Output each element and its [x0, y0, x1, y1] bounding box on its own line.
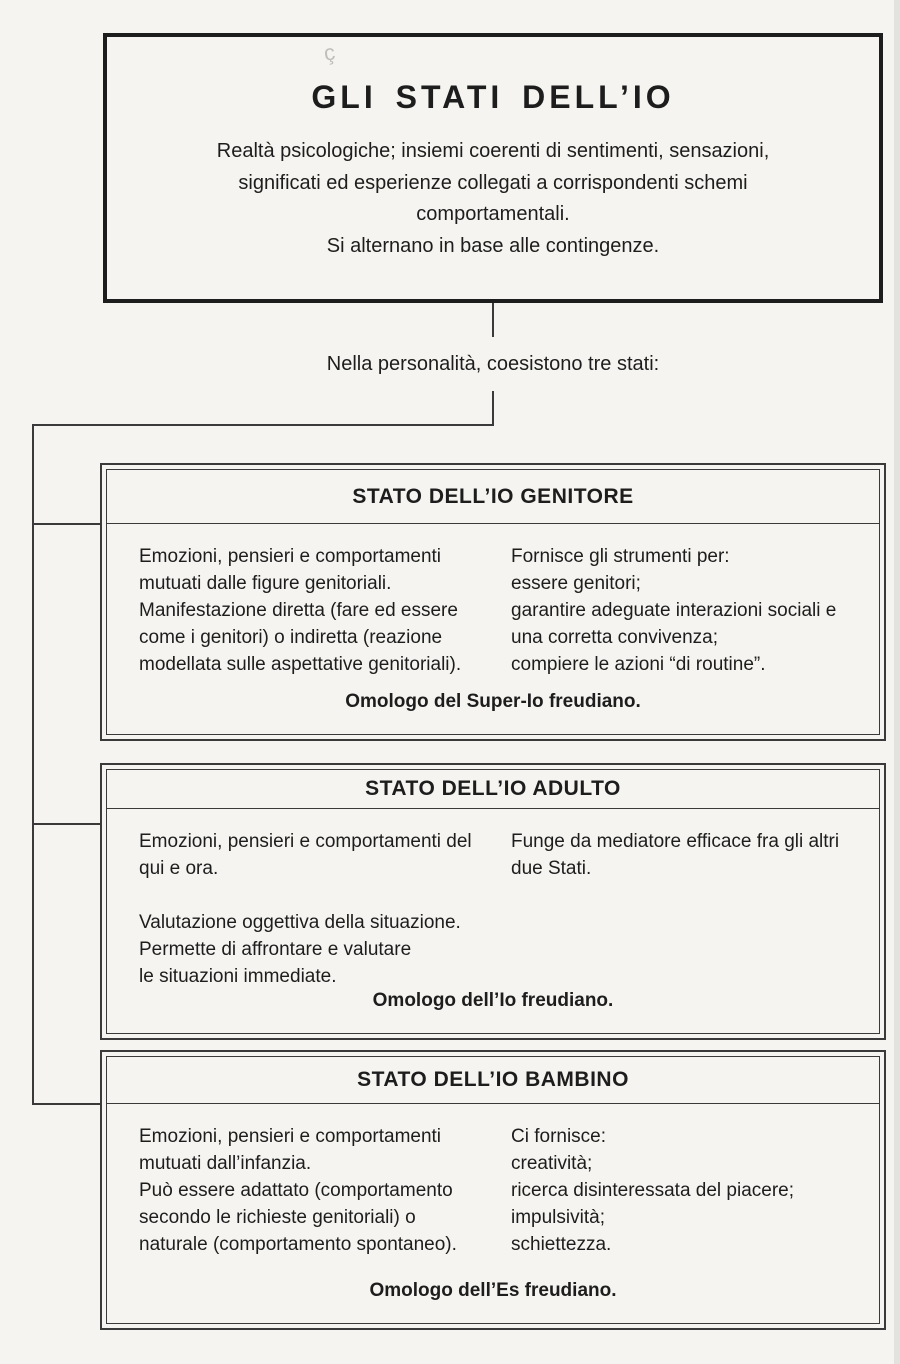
state-box-footer: Omologo dell’Io freudiano. [372, 990, 614, 1011]
connector-branch-genitore [32, 523, 102, 525]
right-column [511, 828, 851, 990]
text-line: Può essere adattato (comportamento [139, 1180, 453, 1201]
state-box-body [107, 809, 879, 990]
description-line: Realtà psicologiche; insiemi coerenti di sentimenti, sensazioni, [216, 140, 770, 162]
text-line: come i genitori) o indiretta (reazione [139, 627, 443, 648]
state-box-bambino [100, 1050, 886, 1330]
connector-line-vertical-bottom [492, 391, 494, 425]
text-line: mutuati dall’infanzia. [139, 1153, 312, 1174]
state-box-footer: Omologo del Super-Io freudiano. [345, 691, 641, 712]
text-line: Emozioni, pensieri e comportamenti [139, 546, 442, 567]
text-line: Funge da mediatore efficace fra gli altri [511, 831, 840, 852]
state-box-adulto [100, 763, 886, 1040]
text-line: modellata sulle aspettative genitoriali). [139, 654, 462, 675]
connector-bracket-line [32, 424, 34, 1105]
scan-edge-shadow [894, 0, 900, 1364]
text-line: ricerca disinteressata del piacere; [511, 1180, 795, 1201]
right-column [511, 543, 851, 691]
text-line: una corretta convivenza; [511, 627, 719, 648]
state-box-inner-border [106, 769, 880, 1034]
state-box-inner-border [106, 469, 880, 735]
text-line: impulsività; [511, 1207, 605, 1228]
text-line: Ci fornisce: [511, 1126, 607, 1147]
text-line [139, 882, 511, 909]
state-box-inner-border [106, 1056, 880, 1324]
text-line: garantire adeguate interazioni sociali e [511, 600, 837, 621]
title-box [103, 33, 883, 303]
text-line: naturale (comportamento spontaneo). [139, 1234, 457, 1255]
text-line: mutuati dalle figure genitoriali. [139, 573, 392, 594]
state-box-genitore [100, 463, 886, 741]
left-column [139, 828, 511, 990]
description-line: significati ed esperienze collegati a corrispondenti schemi [238, 171, 748, 194]
text-line: le situazioni immediate. [139, 966, 337, 987]
text-line: essere genitori; [511, 573, 641, 594]
state-box-footer: Omologo dell’Es freudiano. [369, 1280, 617, 1301]
connector-line-horizontal [32, 424, 494, 426]
text-line: Emozioni, pensieri e comportamenti [139, 1126, 442, 1147]
state-box-body [107, 524, 879, 691]
state-box-body [107, 1104, 879, 1280]
connector-branch-adulto [32, 823, 102, 825]
left-column [139, 1123, 511, 1280]
description-line: comportamentali. [416, 203, 570, 225]
text-line: Manifestazione diretta (fare ed essere [139, 600, 458, 621]
text-line: Valutazione oggettiva della situazione. [139, 912, 461, 933]
connector-line-vertical-top [492, 303, 494, 337]
diagram-description [107, 136, 879, 262]
text-line: schiettezza. [511, 1234, 612, 1255]
text-line: due Stati. [511, 858, 592, 879]
diagram-title: GLI STATI DELL’IO [311, 79, 675, 115]
text-line: Permette di affrontare e valutare [139, 939, 412, 960]
text-line: Fornisce gli strumenti per: [511, 546, 730, 567]
text-line: creatività; [511, 1153, 593, 1174]
state-box-header: STATO DELL’IO GENITORE [107, 470, 879, 524]
right-column [511, 1123, 851, 1280]
text-line: secondo le richieste genitoriali) o [139, 1207, 416, 1228]
state-box-header: STATO DELL’IO BAMBINO [107, 1057, 879, 1104]
description-line: Si alternano in base alle contingenze. [326, 234, 660, 257]
connector-label: Nella personalità, coesistono tre stati: [326, 353, 660, 375]
state-box-header: STATO DELL’IO ADULTO [107, 770, 879, 809]
text-line: compiere le azioni “di routine”. [511, 654, 766, 675]
stray-scan-mark: ç [322, 39, 337, 66]
text-line: Emozioni, pensieri e comportamenti del [139, 831, 472, 852]
connector-branch-bambino [32, 1103, 102, 1105]
left-column [139, 543, 511, 691]
text-line: qui e ora. [139, 858, 219, 879]
